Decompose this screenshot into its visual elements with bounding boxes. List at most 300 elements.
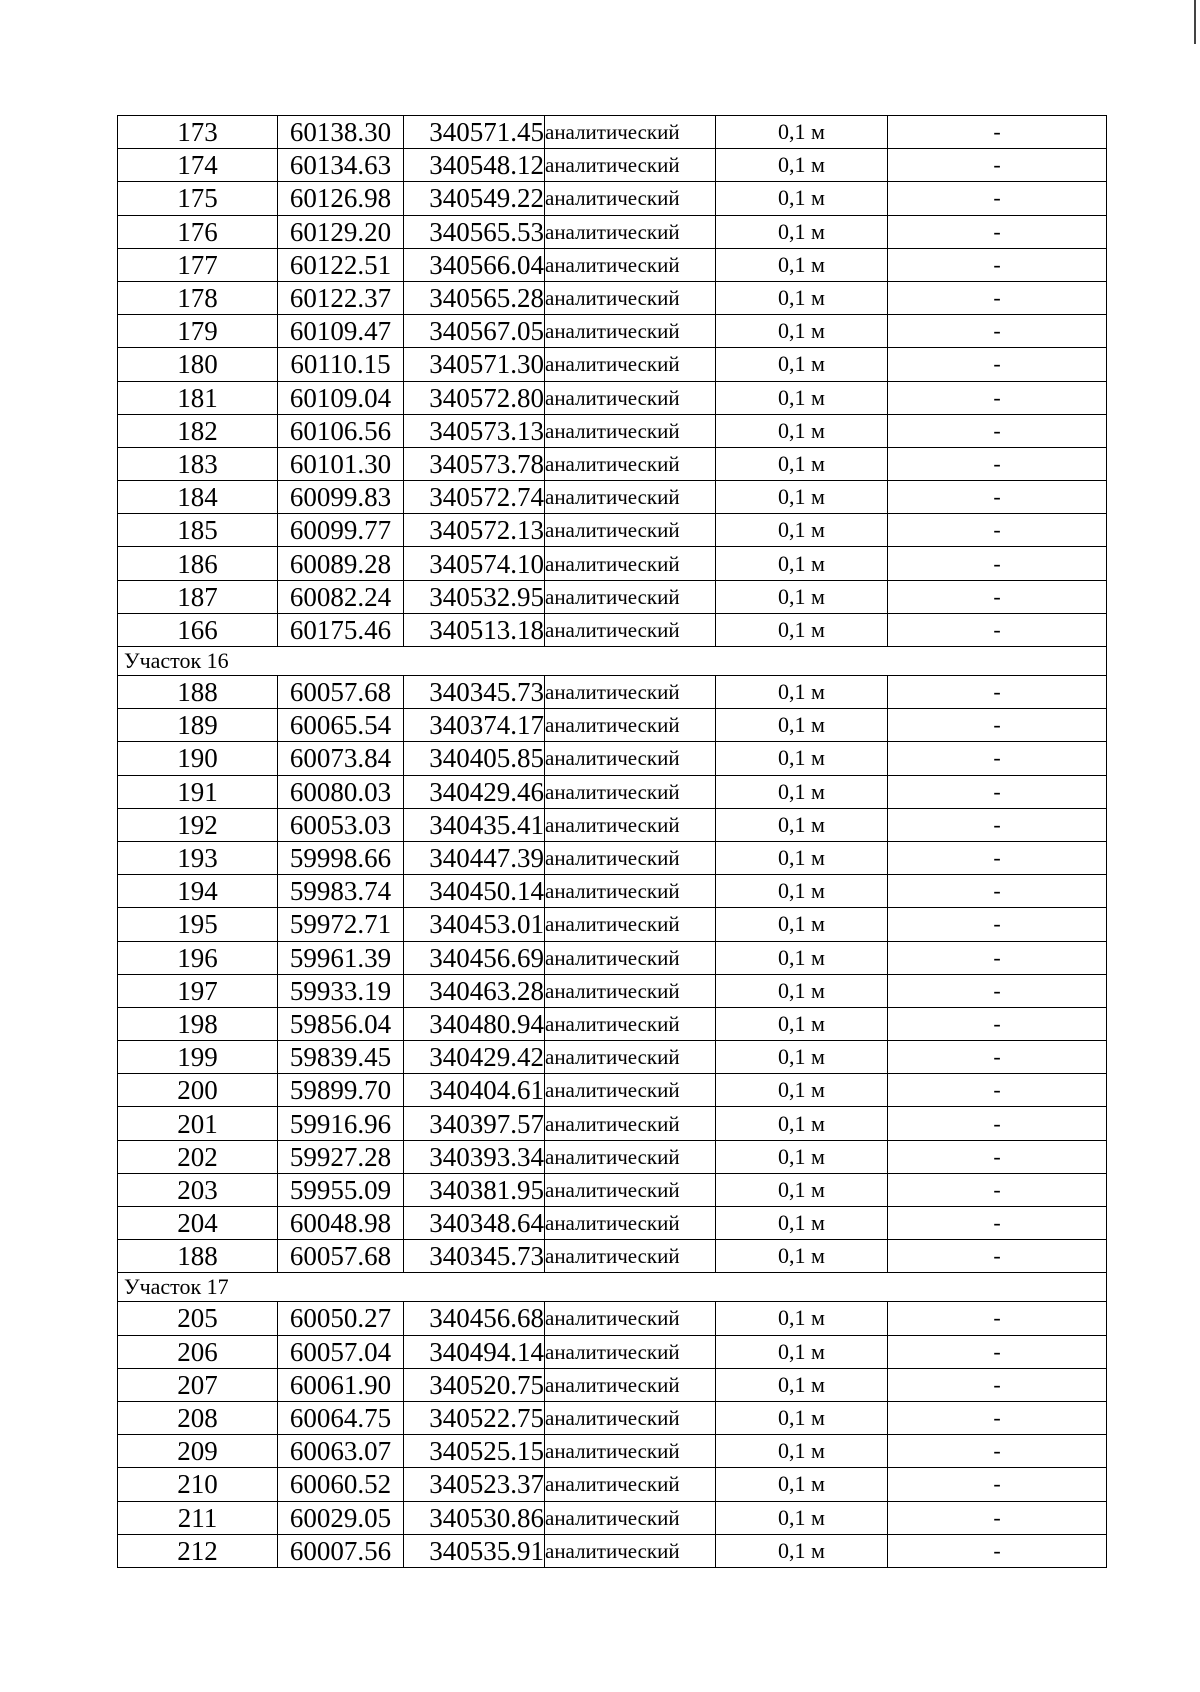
y-coordinate-cell: 340567.05 — [404, 315, 545, 348]
note-cell: - — [888, 248, 1107, 281]
x-coordinate-cell: 60057.04 — [278, 1335, 404, 1368]
point-number-cell: 199 — [118, 1041, 278, 1074]
y-coordinate-cell: 340494.14 — [404, 1335, 545, 1368]
y-coordinate-cell: 340535.91 — [404, 1534, 545, 1567]
accuracy-cell: 0,1 м — [716, 841, 888, 874]
table-row — [118, 1107, 1107, 1140]
table-row — [118, 841, 1107, 874]
method-cell: аналитический — [545, 1207, 716, 1240]
x-coordinate-cell: 60110.15 — [278, 348, 404, 381]
note-cell: - — [888, 676, 1107, 709]
table-row — [118, 1041, 1107, 1074]
note-cell: - — [888, 1041, 1107, 1074]
note-cell: - — [888, 709, 1107, 742]
method-cell: аналитический — [545, 514, 716, 547]
table-row — [118, 1335, 1107, 1368]
y-coordinate-cell: 340565.28 — [404, 281, 545, 314]
table-row — [118, 908, 1107, 941]
point-number-cell: 208 — [118, 1401, 278, 1434]
y-coordinate-cell: 340573.78 — [404, 447, 545, 480]
point-number-cell: 205 — [118, 1302, 278, 1335]
note-cell: - — [888, 348, 1107, 381]
y-coordinate-cell: 340572.80 — [404, 381, 545, 414]
point-number-cell: 188 — [118, 676, 278, 709]
point-number-cell: 189 — [118, 709, 278, 742]
accuracy-cell: 0,1 м — [716, 580, 888, 613]
accuracy-cell: 0,1 м — [716, 613, 888, 646]
note-cell: - — [888, 580, 1107, 613]
accuracy-cell: 0,1 м — [716, 1173, 888, 1206]
point-number-cell: 190 — [118, 742, 278, 775]
note-cell: - — [888, 215, 1107, 248]
method-cell: аналитический — [545, 875, 716, 908]
note-cell: - — [888, 414, 1107, 447]
note-cell: - — [888, 1468, 1107, 1501]
method-cell: аналитический — [545, 1501, 716, 1534]
y-coordinate-cell: 340480.94 — [404, 1007, 545, 1040]
table-row — [118, 775, 1107, 808]
point-number-cell: 185 — [118, 514, 278, 547]
table-row — [118, 613, 1107, 646]
method-cell: аналитический — [545, 676, 716, 709]
section-header: Участок 17 — [118, 1273, 1107, 1302]
y-coordinate-cell: 340453.01 — [404, 908, 545, 941]
note-cell: - — [888, 1435, 1107, 1468]
x-coordinate-cell: 60138.30 — [278, 116, 404, 149]
x-coordinate-cell: 59983.74 — [278, 875, 404, 908]
x-coordinate-cell: 60057.68 — [278, 676, 404, 709]
point-number-cell: 204 — [118, 1207, 278, 1240]
point-number-cell: 201 — [118, 1107, 278, 1140]
x-coordinate-cell: 60060.52 — [278, 1468, 404, 1501]
method-cell: аналитический — [545, 481, 716, 514]
y-coordinate-cell: 340571.45 — [404, 116, 545, 149]
x-coordinate-cell: 59998.66 — [278, 841, 404, 874]
point-number-cell: 173 — [118, 116, 278, 149]
note-cell: - — [888, 1401, 1107, 1434]
note-cell: - — [888, 1335, 1107, 1368]
table-row — [118, 348, 1107, 381]
y-coordinate-cell: 340397.57 — [404, 1107, 545, 1140]
note-cell: - — [888, 1240, 1107, 1273]
table-row — [118, 149, 1107, 182]
y-coordinate-cell: 340565.53 — [404, 215, 545, 248]
table-row — [118, 1240, 1107, 1273]
table-row — [118, 414, 1107, 447]
point-number-cell: 174 — [118, 149, 278, 182]
accuracy-cell: 0,1 м — [716, 1501, 888, 1534]
point-number-cell: 178 — [118, 281, 278, 314]
method-cell: аналитический — [545, 1240, 716, 1273]
accuracy-cell: 0,1 м — [716, 775, 888, 808]
y-coordinate-cell: 340429.46 — [404, 775, 545, 808]
accuracy-cell: 0,1 м — [716, 281, 888, 314]
table-row — [118, 1468, 1107, 1501]
accuracy-cell: 0,1 м — [716, 1435, 888, 1468]
table-row — [118, 1074, 1107, 1107]
method-cell: аналитический — [545, 841, 716, 874]
table-row — [118, 1401, 1107, 1434]
table-row — [118, 742, 1107, 775]
accuracy-cell: 0,1 м — [716, 1074, 888, 1107]
y-coordinate-cell: 340525.15 — [404, 1435, 545, 1468]
x-coordinate-cell: 59839.45 — [278, 1041, 404, 1074]
x-coordinate-cell: 59916.96 — [278, 1107, 404, 1140]
method-cell: аналитический — [545, 348, 716, 381]
accuracy-cell: 0,1 м — [716, 742, 888, 775]
method-cell: аналитический — [545, 1335, 716, 1368]
x-coordinate-cell: 60063.07 — [278, 1435, 404, 1468]
y-coordinate-cell: 340532.95 — [404, 580, 545, 613]
method-cell: аналитический — [545, 613, 716, 646]
note-cell: - — [888, 149, 1107, 182]
method-cell: аналитический — [545, 742, 716, 775]
x-coordinate-cell: 60099.83 — [278, 481, 404, 514]
point-number-cell: 197 — [118, 974, 278, 1007]
method-cell: аналитический — [545, 580, 716, 613]
method-cell: аналитический — [545, 215, 716, 248]
accuracy-cell: 0,1 м — [716, 1140, 888, 1173]
x-coordinate-cell: 60129.20 — [278, 215, 404, 248]
x-coordinate-cell: 60029.05 — [278, 1501, 404, 1534]
accuracy-cell: 0,1 м — [716, 348, 888, 381]
table-row — [118, 481, 1107, 514]
y-coordinate-cell: 340374.17 — [404, 709, 545, 742]
section-header-row — [118, 647, 1107, 676]
x-coordinate-cell: 60082.24 — [278, 580, 404, 613]
point-number-cell: 203 — [118, 1173, 278, 1206]
note-cell: - — [888, 547, 1107, 580]
method-cell: аналитический — [545, 709, 716, 742]
accuracy-cell: 0,1 м — [716, 514, 888, 547]
x-coordinate-cell: 60065.54 — [278, 709, 404, 742]
method-cell: аналитический — [545, 1401, 716, 1434]
method-cell: аналитический — [545, 1468, 716, 1501]
table-row — [118, 676, 1107, 709]
x-coordinate-cell: 60064.75 — [278, 1401, 404, 1434]
accuracy-cell: 0,1 м — [716, 974, 888, 1007]
accuracy-cell: 0,1 м — [716, 1107, 888, 1140]
accuracy-cell: 0,1 м — [716, 1468, 888, 1501]
table-row — [118, 447, 1107, 480]
method-cell: аналитический — [545, 808, 716, 841]
point-number-cell: 179 — [118, 315, 278, 348]
method-cell: аналитический — [545, 1534, 716, 1567]
table-row — [118, 1534, 1107, 1567]
point-number-cell: 196 — [118, 941, 278, 974]
method-cell: аналитический — [545, 547, 716, 580]
y-coordinate-cell: 340520.75 — [404, 1368, 545, 1401]
y-coordinate-cell: 340572.13 — [404, 514, 545, 547]
x-coordinate-cell: 60109.04 — [278, 381, 404, 414]
accuracy-cell: 0,1 м — [716, 182, 888, 215]
method-cell: аналитический — [545, 381, 716, 414]
y-coordinate-cell: 340549.22 — [404, 182, 545, 215]
y-coordinate-cell: 340572.74 — [404, 481, 545, 514]
x-coordinate-cell: 60089.28 — [278, 547, 404, 580]
x-coordinate-cell: 60073.84 — [278, 742, 404, 775]
table-row — [118, 808, 1107, 841]
note-cell: - — [888, 1007, 1107, 1040]
table-row — [118, 1435, 1107, 1468]
x-coordinate-cell: 60122.51 — [278, 248, 404, 281]
accuracy-cell: 0,1 м — [716, 1368, 888, 1401]
accuracy-cell: 0,1 м — [716, 1401, 888, 1434]
accuracy-cell: 0,1 м — [716, 481, 888, 514]
table-row — [118, 1368, 1107, 1401]
accuracy-cell: 0,1 м — [716, 215, 888, 248]
y-coordinate-cell: 340345.73 — [404, 1240, 545, 1273]
accuracy-cell: 0,1 м — [716, 808, 888, 841]
table-row — [118, 281, 1107, 314]
section-header: Участок 16 — [118, 647, 1107, 676]
method-cell: аналитический — [545, 1435, 716, 1468]
accuracy-cell: 0,1 м — [716, 676, 888, 709]
x-coordinate-cell: 60175.46 — [278, 613, 404, 646]
note-cell: - — [888, 1207, 1107, 1240]
y-coordinate-cell: 340522.75 — [404, 1401, 545, 1434]
method-cell: аналитический — [545, 974, 716, 1007]
method-cell: аналитический — [545, 941, 716, 974]
y-coordinate-cell: 340456.69 — [404, 941, 545, 974]
method-cell: аналитический — [545, 248, 716, 281]
table-row — [118, 1173, 1107, 1206]
note-cell: - — [888, 315, 1107, 348]
x-coordinate-cell: 60007.56 — [278, 1534, 404, 1567]
y-coordinate-cell: 340381.95 — [404, 1173, 545, 1206]
note-cell: - — [888, 1173, 1107, 1206]
accuracy-cell: 0,1 м — [716, 1207, 888, 1240]
table-row — [118, 514, 1107, 547]
point-number-cell: 183 — [118, 447, 278, 480]
table-row — [118, 1140, 1107, 1173]
note-cell: - — [888, 514, 1107, 547]
accuracy-cell: 0,1 м — [716, 1041, 888, 1074]
note-cell: - — [888, 875, 1107, 908]
point-number-cell: 188 — [118, 1240, 278, 1273]
x-coordinate-cell: 60099.77 — [278, 514, 404, 547]
point-number-cell: 200 — [118, 1074, 278, 1107]
x-coordinate-cell: 60126.98 — [278, 182, 404, 215]
x-coordinate-cell: 60122.37 — [278, 281, 404, 314]
y-coordinate-cell: 340523.37 — [404, 1468, 545, 1501]
x-coordinate-cell: 60053.03 — [278, 808, 404, 841]
point-number-cell: 191 — [118, 775, 278, 808]
y-coordinate-cell: 340573.13 — [404, 414, 545, 447]
note-cell: - — [888, 808, 1107, 841]
method-cell: аналитический — [545, 1074, 716, 1107]
y-coordinate-cell: 340447.39 — [404, 841, 545, 874]
point-number-cell: 177 — [118, 248, 278, 281]
x-coordinate-cell: 59899.70 — [278, 1074, 404, 1107]
table-row — [118, 1501, 1107, 1534]
accuracy-cell: 0,1 м — [716, 875, 888, 908]
table-row — [118, 941, 1107, 974]
x-coordinate-cell: 60050.27 — [278, 1302, 404, 1335]
point-number-cell: 176 — [118, 215, 278, 248]
table-row — [118, 1007, 1107, 1040]
y-coordinate-cell: 340513.18 — [404, 613, 545, 646]
note-cell: - — [888, 1368, 1107, 1401]
y-coordinate-cell: 340548.12 — [404, 149, 545, 182]
point-number-cell: 187 — [118, 580, 278, 613]
accuracy-cell: 0,1 м — [716, 1240, 888, 1273]
point-number-cell: 212 — [118, 1534, 278, 1567]
accuracy-cell: 0,1 м — [716, 116, 888, 149]
x-coordinate-cell: 59856.04 — [278, 1007, 404, 1040]
method-cell: аналитический — [545, 414, 716, 447]
method-cell: аналитический — [545, 908, 716, 941]
point-number-cell: 194 — [118, 875, 278, 908]
table-row — [118, 1302, 1107, 1335]
point-number-cell: 207 — [118, 1368, 278, 1401]
note-cell: - — [888, 941, 1107, 974]
y-coordinate-cell: 340566.04 — [404, 248, 545, 281]
accuracy-cell: 0,1 м — [716, 908, 888, 941]
note-cell: - — [888, 742, 1107, 775]
accuracy-cell: 0,1 м — [716, 941, 888, 974]
x-coordinate-cell: 60080.03 — [278, 775, 404, 808]
y-coordinate-cell: 340429.42 — [404, 1041, 545, 1074]
table-row — [118, 709, 1107, 742]
accuracy-cell: 0,1 м — [716, 149, 888, 182]
y-coordinate-cell: 340405.85 — [404, 742, 545, 775]
point-number-cell: 175 — [118, 182, 278, 215]
point-number-cell: 193 — [118, 841, 278, 874]
method-cell: аналитический — [545, 116, 716, 149]
y-coordinate-cell: 340530.86 — [404, 1501, 545, 1534]
point-number-cell: 195 — [118, 908, 278, 941]
method-cell: аналитический — [545, 315, 716, 348]
method-cell: аналитический — [545, 1173, 716, 1206]
note-cell: - — [888, 1534, 1107, 1567]
y-coordinate-cell: 340404.61 — [404, 1074, 545, 1107]
point-number-cell: 166 — [118, 613, 278, 646]
method-cell: аналитический — [545, 1302, 716, 1335]
table-row — [118, 381, 1107, 414]
y-coordinate-cell: 340435.41 — [404, 808, 545, 841]
method-cell: аналитический — [545, 447, 716, 480]
y-coordinate-cell: 340463.28 — [404, 974, 545, 1007]
point-number-cell: 209 — [118, 1435, 278, 1468]
method-cell: аналитический — [545, 1041, 716, 1074]
table-row — [118, 182, 1107, 215]
y-coordinate-cell: 340348.64 — [404, 1207, 545, 1240]
table-row — [118, 1207, 1107, 1240]
note-cell: - — [888, 481, 1107, 514]
method-cell: аналитический — [545, 281, 716, 314]
x-coordinate-cell: 60101.30 — [278, 447, 404, 480]
note-cell: - — [888, 447, 1107, 480]
point-number-cell: 184 — [118, 481, 278, 514]
table-row — [118, 248, 1107, 281]
x-coordinate-cell: 59972.71 — [278, 908, 404, 941]
table-row — [118, 315, 1107, 348]
method-cell: аналитический — [545, 1368, 716, 1401]
note-cell: - — [888, 613, 1107, 646]
y-coordinate-cell: 340574.10 — [404, 547, 545, 580]
accuracy-cell: 0,1 м — [716, 381, 888, 414]
note-cell: - — [888, 1074, 1107, 1107]
x-coordinate-cell: 60134.63 — [278, 149, 404, 182]
accuracy-cell: 0,1 м — [716, 248, 888, 281]
point-number-cell: 186 — [118, 547, 278, 580]
x-coordinate-cell: 60106.56 — [278, 414, 404, 447]
accuracy-cell: 0,1 м — [716, 1534, 888, 1567]
note-cell: - — [888, 1140, 1107, 1173]
accuracy-cell: 0,1 м — [716, 1335, 888, 1368]
table-row — [118, 875, 1107, 908]
point-number-cell: 202 — [118, 1140, 278, 1173]
x-coordinate-cell: 59933.19 — [278, 974, 404, 1007]
table-row — [118, 116, 1107, 149]
table-row — [118, 215, 1107, 248]
note-cell: - — [888, 1302, 1107, 1335]
note-cell: - — [888, 974, 1107, 1007]
note-cell: - — [888, 1107, 1107, 1140]
coordinates-table-body — [118, 116, 1107, 1568]
point-number-cell: 211 — [118, 1501, 278, 1534]
x-coordinate-cell: 60109.47 — [278, 315, 404, 348]
x-coordinate-cell: 59955.09 — [278, 1173, 404, 1206]
y-coordinate-cell: 340571.30 — [404, 348, 545, 381]
note-cell: - — [888, 182, 1107, 215]
x-coordinate-cell: 59961.39 — [278, 941, 404, 974]
y-coordinate-cell: 340345.73 — [404, 676, 545, 709]
x-coordinate-cell: 59927.28 — [278, 1140, 404, 1173]
table-row — [118, 974, 1107, 1007]
point-number-cell: 192 — [118, 808, 278, 841]
accuracy-cell: 0,1 м — [716, 414, 888, 447]
note-cell: - — [888, 116, 1107, 149]
y-coordinate-cell: 340393.34 — [404, 1140, 545, 1173]
point-number-cell: 210 — [118, 1468, 278, 1501]
note-cell: - — [888, 775, 1107, 808]
note-cell: - — [888, 841, 1107, 874]
note-cell: - — [888, 908, 1107, 941]
method-cell: аналитический — [545, 1140, 716, 1173]
point-number-cell: 180 — [118, 348, 278, 381]
point-number-cell: 182 — [118, 414, 278, 447]
accuracy-cell: 0,1 м — [716, 1302, 888, 1335]
note-cell: - — [888, 281, 1107, 314]
note-cell: - — [888, 1501, 1107, 1534]
table-row — [118, 580, 1107, 613]
page-edge-mark — [1194, 0, 1196, 44]
accuracy-cell: 0,1 м — [716, 1007, 888, 1040]
y-coordinate-cell: 340450.14 — [404, 875, 545, 908]
accuracy-cell: 0,1 м — [716, 709, 888, 742]
accuracy-cell: 0,1 м — [716, 447, 888, 480]
method-cell: аналитический — [545, 1007, 716, 1040]
section-header-row — [118, 1273, 1107, 1302]
table-row — [118, 547, 1107, 580]
y-coordinate-cell: 340456.68 — [404, 1302, 545, 1335]
method-cell: аналитический — [545, 149, 716, 182]
accuracy-cell: 0,1 м — [716, 547, 888, 580]
coordinates-table — [117, 115, 1107, 1568]
x-coordinate-cell: 60048.98 — [278, 1207, 404, 1240]
point-number-cell: 181 — [118, 381, 278, 414]
accuracy-cell: 0,1 м — [716, 315, 888, 348]
point-number-cell: 198 — [118, 1007, 278, 1040]
note-cell: - — [888, 381, 1107, 414]
point-number-cell: 206 — [118, 1335, 278, 1368]
method-cell: аналитический — [545, 182, 716, 215]
x-coordinate-cell: 60057.68 — [278, 1240, 404, 1273]
method-cell: аналитический — [545, 775, 716, 808]
method-cell: аналитический — [545, 1107, 716, 1140]
